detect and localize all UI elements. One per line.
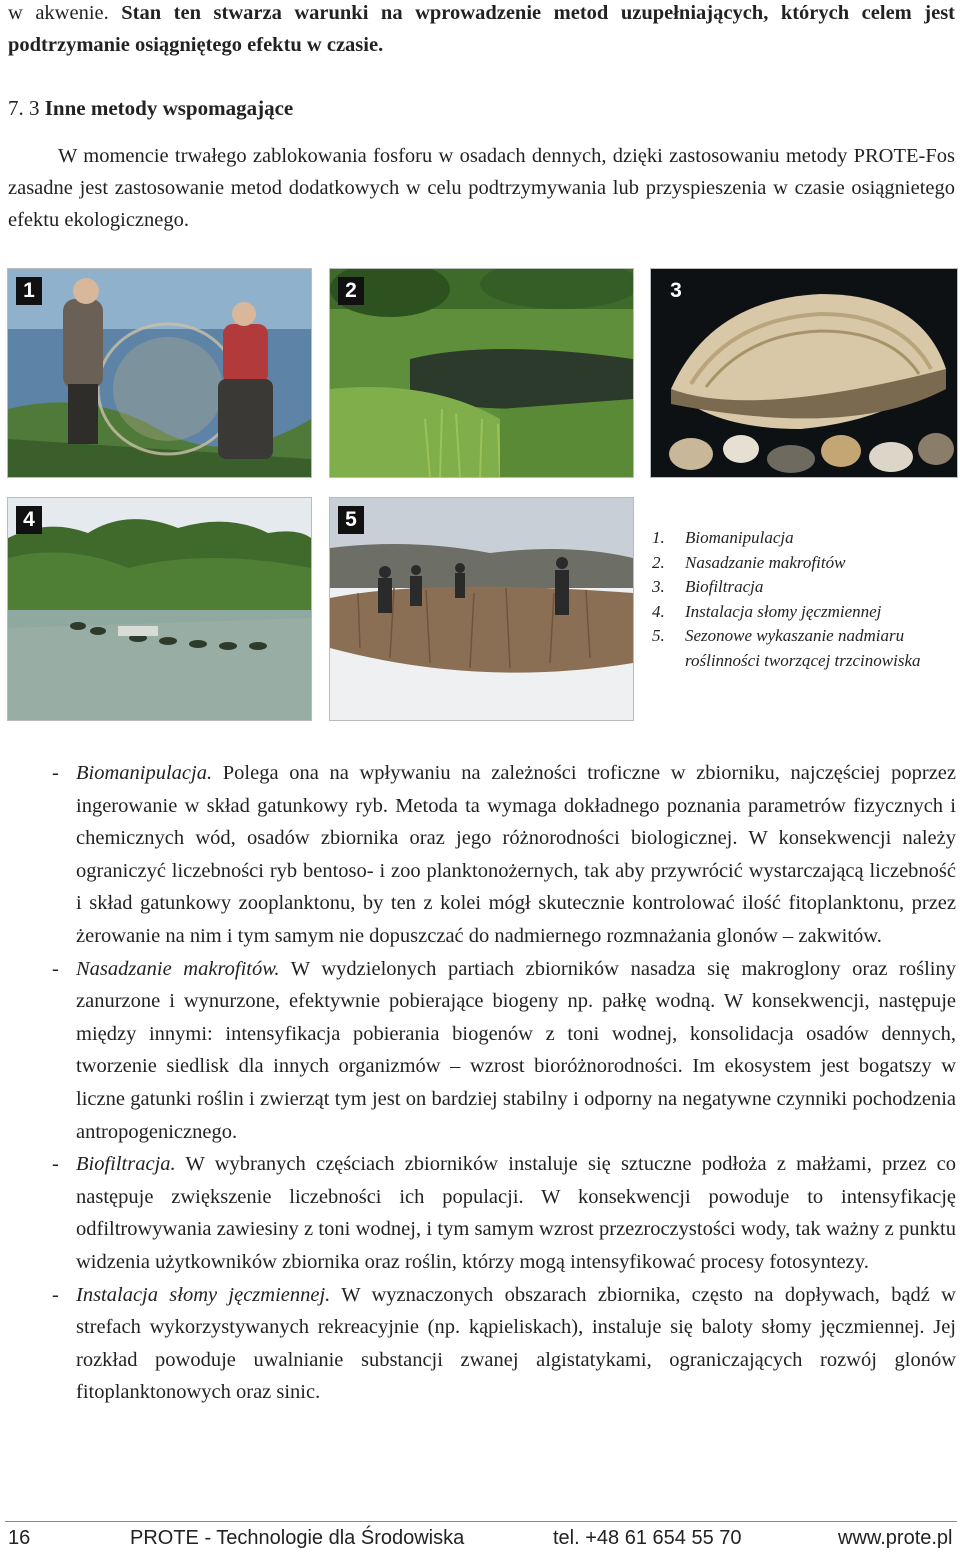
photo-badge-2: 2 bbox=[338, 277, 364, 305]
legend-item bbox=[652, 600, 957, 625]
legend-text: Sezonowe wykaszanie nadmiaru roślinności tworzącej trzcinowiska bbox=[685, 626, 921, 670]
photo-badge-4: 4 bbox=[16, 506, 42, 534]
method-term: Biomanipulacja. bbox=[76, 762, 213, 784]
list-dash: - bbox=[52, 762, 59, 784]
legend-item bbox=[652, 551, 957, 576]
list-dash: - bbox=[52, 957, 59, 980]
method-description: W wydzielonych partiach zbiorników nasadza się makroglony oraz rośliny zanurzone i wynurzone, efektywnie pobierające biogeny np. pałkę wodną. W konsekwencji, następuje między innymi: intensyfikacja pobierania biogenów z toni wodnej, konsolidacja osadów dennych, tworzenie siedlisk dla innych organizmów – wzrost bioróżnorodności. Im ekosystem jest bogatszy w liczne gatunki roślin i zwierząt tym jest on bardziej stabilny i odporny na negatywne czynniki pochodzenia antropogenicznego. bbox=[76, 957, 956, 1143]
list-item bbox=[52, 953, 956, 1149]
legend-num: 1. bbox=[652, 528, 665, 547]
section-heading bbox=[8, 96, 293, 121]
list-item bbox=[52, 757, 956, 953]
photo-biofiltration bbox=[650, 268, 958, 478]
page-number: 16 bbox=[8, 1527, 31, 1549]
photo-biomanipulation bbox=[7, 268, 312, 478]
footer-divider bbox=[5, 1521, 957, 1522]
legend-text: Biofiltracja bbox=[685, 577, 764, 596]
method-description: Polega ona na wpływaniu na zależności troficzne w zbiorniku, najczęściej poprzez ingerowanie w skład gatunkowy ryb. Metoda ta wymaga dokładnego poznania parametrów fizycznych i chemicznych wód, osadów zbiornika oraz jego różnorodności biologicznej. W konsekwencji należy ograniczyć liczebności ryb bentoso- i zoo planktonożernych, tak aby przywrócić wystarczającą liczebność i skład gatunkowy zooplanktonu, by ten z kolei mógł skutecznie kontrolować ilość fitoplanktonu, przez żerowanie na nim i tym samym nie dopuszczać do nadmiernego rozmnażania glonów – zakwitów. bbox=[76, 762, 956, 947]
intro-bold-text: Stan ten stwarza warunki na wprowadzenie metod uzupełniających, których celem jest podtrzymanie osiągniętego efektu w czasie. bbox=[8, 2, 955, 56]
methods-list bbox=[52, 757, 956, 1409]
list-item bbox=[52, 1148, 956, 1278]
list-dash: - bbox=[52, 1153, 59, 1176]
legend-text: Biomanipulacja bbox=[685, 528, 794, 547]
legend-item bbox=[652, 526, 957, 551]
photo-badge-5: 5 bbox=[338, 506, 364, 534]
legend-item bbox=[652, 575, 957, 600]
method-term: Nasadzanie makrofitów. bbox=[76, 957, 280, 980]
list-dash: - bbox=[52, 1283, 59, 1306]
photo-badge-1: 1 bbox=[16, 277, 42, 305]
intro-normal-text: w akwenie. bbox=[8, 2, 109, 24]
section-paragraph: W momencie trwałego zablokowania fosforu w osadach dennych, dzięki zastosowaniu metody PROTE-Fos zasadne jest zastosowanie metod dodatkowych w celu podtrzymywania lub przyspieszenia w czasie osiągnietego efektu ekologicznego. bbox=[8, 145, 955, 231]
method-term: Instalacja słomy jęczmiennej. bbox=[76, 1283, 331, 1306]
intro-paragraph-end bbox=[8, 0, 955, 61]
method-description: W wybranych częściach zbiorników instaluje się sztuczne podłoża z małżami, przez co następuje zwiększenie liczebności ich populacji. W konsekwencji powoduje to intensyfikację odfiltrowywania zawiesiny z toni wodnej, i tym samym wzrost przezroczystości wody, tak ważny z punktu widzenia użytkowników zbiornika oraz roślin, którzy mogą intensyfikować procesy fotosyntezy. bbox=[76, 1153, 956, 1273]
method-description: W wyznaczonych obszarach zbiornika, często na dopływach, bądź w strefach wykorzystywanych rekreacyjnie (np. kąpieliskach), instaluje się baloty słomy jęczmiennej. Jej rozkład powoduje uwalnianie substancji zwanej algistatykami, ograniczających rozwój glonów fitoplanktonowych oraz sinic. bbox=[76, 1283, 956, 1404]
section-title: Inne metody wspomagające bbox=[44, 96, 294, 120]
photo-macrophytes bbox=[329, 268, 634, 478]
legend-text: Nasadzanie makrofitów bbox=[685, 552, 846, 572]
footer-company: PROTE - Technologie dla Środowiska bbox=[130, 1527, 465, 1549]
legend-text: Instalacja słomy jęczmiennej bbox=[685, 601, 882, 621]
legend-num: 2. bbox=[652, 552, 665, 572]
legend-item bbox=[652, 624, 957, 673]
photo-legend bbox=[652, 526, 957, 673]
legend-num: 5. bbox=[652, 626, 665, 645]
photo-badge-3: 3 bbox=[670, 279, 682, 302]
legend-num: 4. bbox=[652, 601, 665, 621]
list-item bbox=[52, 1279, 956, 1409]
method-term: Biofiltracja. bbox=[76, 1153, 176, 1176]
section-number: 7. 3 bbox=[8, 96, 40, 120]
photo-barley-straw bbox=[7, 497, 312, 721]
photo-reed-cutting bbox=[329, 497, 634, 721]
footer-website[interactable]: www.prote.pl bbox=[838, 1527, 953, 1549]
footer-phone: tel. +48 61 654 55 70 bbox=[553, 1527, 742, 1549]
legend-num: 3. bbox=[652, 577, 665, 596]
